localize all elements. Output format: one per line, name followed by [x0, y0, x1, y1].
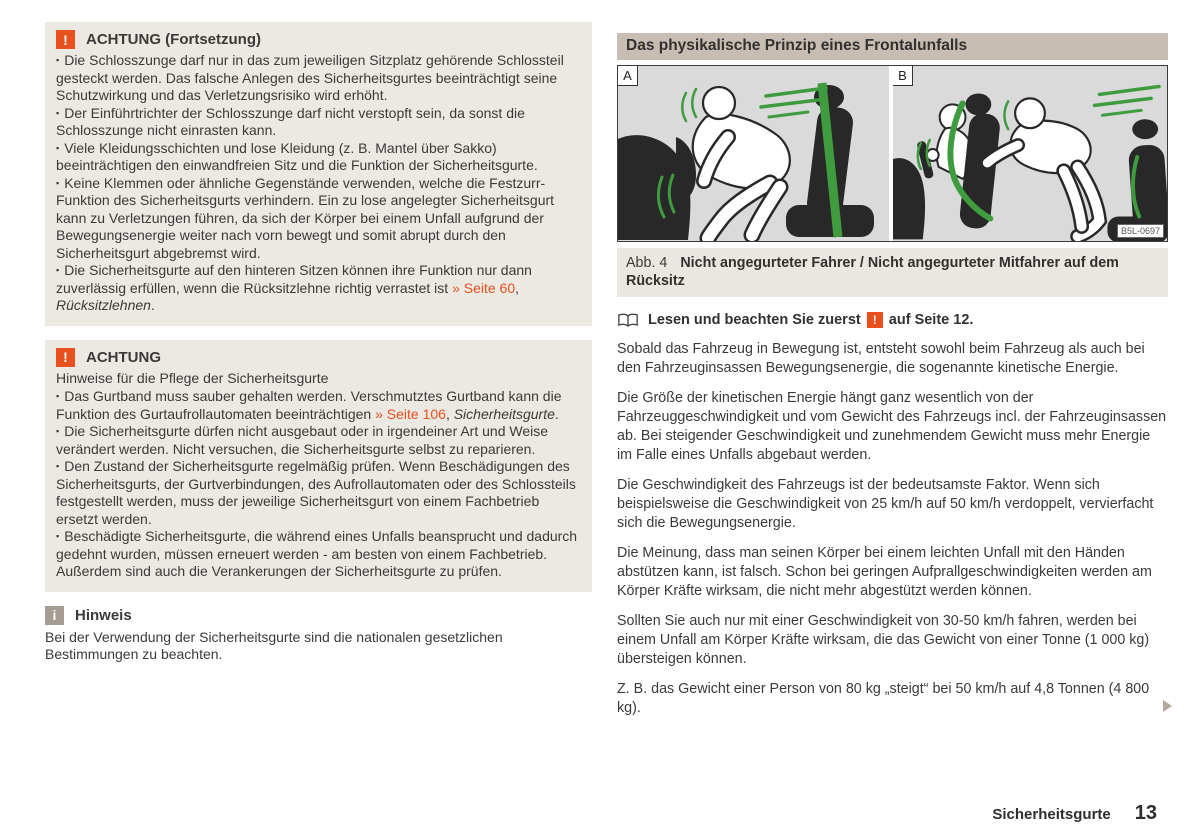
warning-bullet	[56, 175, 581, 263]
crash-illustration-rear-passenger	[893, 66, 1167, 241]
warning-bullet-text: Die Sicherheitsgurte auf den hinteren Sitzen können ihre Funktion nur dann zuverlässig erfüllen, wenn die Rücksitzlehne richtig verrastet ist	[56, 262, 532, 296]
crash-illustration-driver	[618, 66, 889, 241]
warning-bullet-text: Die Sicherheitsgurte dürfen nicht ausgebaut oder in irgendeiner Art und Weise verändert werden. Nicht versuchen, die Sicherheitsgurte selbst zu reparieren.	[56, 423, 549, 457]
warning-bullet-text: Den Zustand der Sicherheitsgurte regelmäßig prüfen. Wenn Beschädigungen des Sicherheitsgurts, der Gurtverbindungen, des Aufrollautomaten oder des Schlossteils festgestellt werden, muss der jeweilige Sicherheitsgurt von einem Fachbetrieb ersetzt werden.	[56, 458, 576, 527]
read-first-text	[648, 312, 973, 328]
body-paragraph: Z. B. das Gewicht einer Person von 80 kg „steigt“ bei 50 km/h auf 4,8 Tonnen (4 800 kg).	[617, 681, 1150, 716]
bullet-marker: ▪	[56, 391, 60, 401]
warning-icon: !	[56, 30, 75, 49]
warning-intro: Hinweise für die Pflege der Sicherheitsgurte	[56, 369, 329, 386]
bullet-marker: ▪	[56, 177, 60, 188]
body-paragraphs	[617, 340, 1168, 718]
warning-bullet-text: Die Schlosszunge darf nur in das zum jeweiligen Sitzplatz gehörende Schlossteil gesteckt werden. Das falsche Anlegen des Sicherheitsgurtes beeinträchtigt seine Schutzwirkung und das Verletzungsrisiko wird erhöht.	[56, 52, 564, 103]
warning-box-header	[56, 348, 581, 367]
figure-panel-b	[893, 66, 1167, 241]
footer-chapter: Sicherheitsgurte	[992, 806, 1111, 823]
warning-bullet-text: Der Einführtrichter der Schlosszunge darf nicht verstopft sein, da sonst die Schlosszunge nicht einrasten kann.	[56, 104, 525, 138]
warning-bullet	[56, 262, 581, 315]
chapter-reference: Sicherheitsgurte	[453, 405, 555, 422]
note-section	[45, 606, 592, 664]
warning-box-title: ACHTUNG (Fortsetzung)	[86, 31, 261, 48]
read-first-after: auf Seite 12.	[888, 312, 974, 328]
continuation-arrow-icon	[1163, 700, 1172, 712]
warning-box-title: ACHTUNG	[86, 348, 161, 366]
figure-number: Abb. 4	[626, 255, 668, 271]
bullet-marker: ▪	[56, 426, 60, 436]
warning-icon-inline: !	[867, 312, 883, 328]
warning-bullet-text: Keine Klemmen oder ähnliche Gegenstände verwenden, welche die Festzurr-Funktion des Sicherheitsgurts verhindern. Ein zu lose angelegter Sicherheitsgurt kann zu Verletzungen führen, da sich der Körper bei einem Unfall aufgrund der Bewegungsenergie weiter nach vorn bewegt und somit abrupt durch den Sicherheitsgurt abgebremst wird.	[56, 174, 555, 261]
warning-bullet	[56, 388, 581, 423]
read-first-before: Lesen und beachten Sie zuerst	[648, 312, 861, 328]
left-column	[45, 22, 592, 664]
info-icon: i	[45, 606, 64, 625]
sentence-end: .	[150, 297, 155, 313]
warning-box-care	[45, 340, 592, 592]
right-column	[617, 33, 1168, 729]
figure-caption-text: Nicht angegurteter Fahrer / Nicht angegurteter Mitfahrer auf dem Rücksitz	[626, 255, 1119, 289]
page-footer	[992, 802, 1157, 825]
warning-bullet-text: Beschädigte Sicherheitsgurte, die während eines Unfalls beansprucht und dadurch gedehnt wurden, müssen erneuert werden - am besten von einem Fachbetrieb. Außerdem sind auch die Verankerungen der Sicherheitsgurte zu prüfen.	[56, 528, 578, 579]
bullet-marker: ▪	[56, 55, 60, 65]
section-heading: Das physikalische Prinzip eines Frontalunfalls	[617, 33, 1168, 60]
warning-box-continuation	[45, 22, 592, 326]
chapter-reference: Rücksitzlehnen	[56, 297, 151, 313]
warning-bullet	[56, 52, 581, 105]
warning-box-header	[56, 30, 581, 49]
page-106-link[interactable]: » Seite 106	[375, 405, 446, 422]
warning-bullet	[56, 105, 581, 140]
footer-page-number: 13	[1134, 802, 1157, 824]
warning-bullet	[56, 423, 581, 458]
open-book-icon	[617, 313, 639, 328]
figure-abb-4	[617, 65, 1168, 242]
separator-text: ,	[445, 405, 454, 422]
separator-text: ,	[515, 279, 520, 296]
warning-icon: !	[56, 348, 75, 367]
warning-bullet-text: Das Gurtband muss sauber gehalten werden. Verschmutztes Gurtband kann die Funktion des Gurtaufrollautomaten beeinträchtigen	[56, 388, 562, 422]
page-60-link[interactable]: » Seite 60	[452, 279, 516, 296]
body-paragraph: Die Meinung, dass man seinen Körper bei einem leichten Unfall mit den Händen abstützen kann, ist falsch. Schon bei geringen Aufprallgeschwindigkeiten werden am Körper Kräfte wirksam, die nicht mehr abgestützt werden können.	[617, 545, 1152, 599]
bullet-marker: ▪	[56, 265, 60, 275]
warning-bullet-text: Viele Kleidungsschichten und lose Kleidung (z. B. Mantel über Sakko) beeinträchtigen den einwandfreien Sitz und die Funktion der Sicherheitsgurte.	[56, 139, 538, 173]
bullet-marker: ▪	[56, 461, 60, 471]
body-paragraph: Sollten Sie auch nur mit einer Geschwindigkeit von 30-50 km/h fahren, werden bei einem Unfall am Körper Kräfte wirksam, die das Gewicht von einer Tonne (1 000 kg) übersteigen können.	[617, 613, 1150, 667]
body-paragraph: Die Geschwindigkeit des Fahrzeugs ist der bedeutsamste Faktor. Wenn sich beispielsweise die Geschwindigkeit von 25 km/h auf 50 km/h verdoppelt, vervierfacht sich die Bewegungsenergie.	[617, 477, 1154, 531]
bullet-marker: ▪	[56, 142, 60, 153]
warning-bullet	[56, 140, 581, 175]
note-title: Hinweis	[75, 606, 132, 624]
panel-label-a: A	[618, 66, 638, 86]
body-paragraph: Sobald das Fahrzeug in Bewegung ist, entsteht sowohl beim Fahrzeug als auch bei den Fahrzeuginsassen Bewegungsenergie, die sogenannte kinetische Energie.	[617, 341, 1145, 376]
image-code-label: B5L-0697	[1117, 224, 1164, 238]
warning-bullet	[56, 528, 581, 581]
read-first-note	[617, 312, 1168, 328]
sentence-end: .	[554, 405, 559, 422]
panel-label-b: B	[893, 66, 913, 86]
bullet-marker: ▪	[56, 531, 60, 541]
bullet-marker: ▪	[56, 107, 60, 118]
warning-bullet	[56, 458, 581, 528]
figure-caption	[617, 248, 1168, 297]
note-header	[45, 606, 592, 625]
figure-panel-a	[618, 66, 893, 241]
note-text: Bei der Verwendung der Sicherheitsgurte sind die nationalen gesetzlichen Bestimmungen zu beachten.	[45, 628, 503, 662]
body-paragraph: Die Größe der kinetischen Energie hängt ganz wesentlich von der Fahrzeuggeschwindigkeit und vom Gewicht des Fahrzeugs incl. der Fahrzeuginsassen ab. Bei steigender Geschwindigkeit und zunehmendem Gewicht muss mehr Energie im Falle eines Unfalls abgebaut werden.	[617, 390, 1167, 463]
